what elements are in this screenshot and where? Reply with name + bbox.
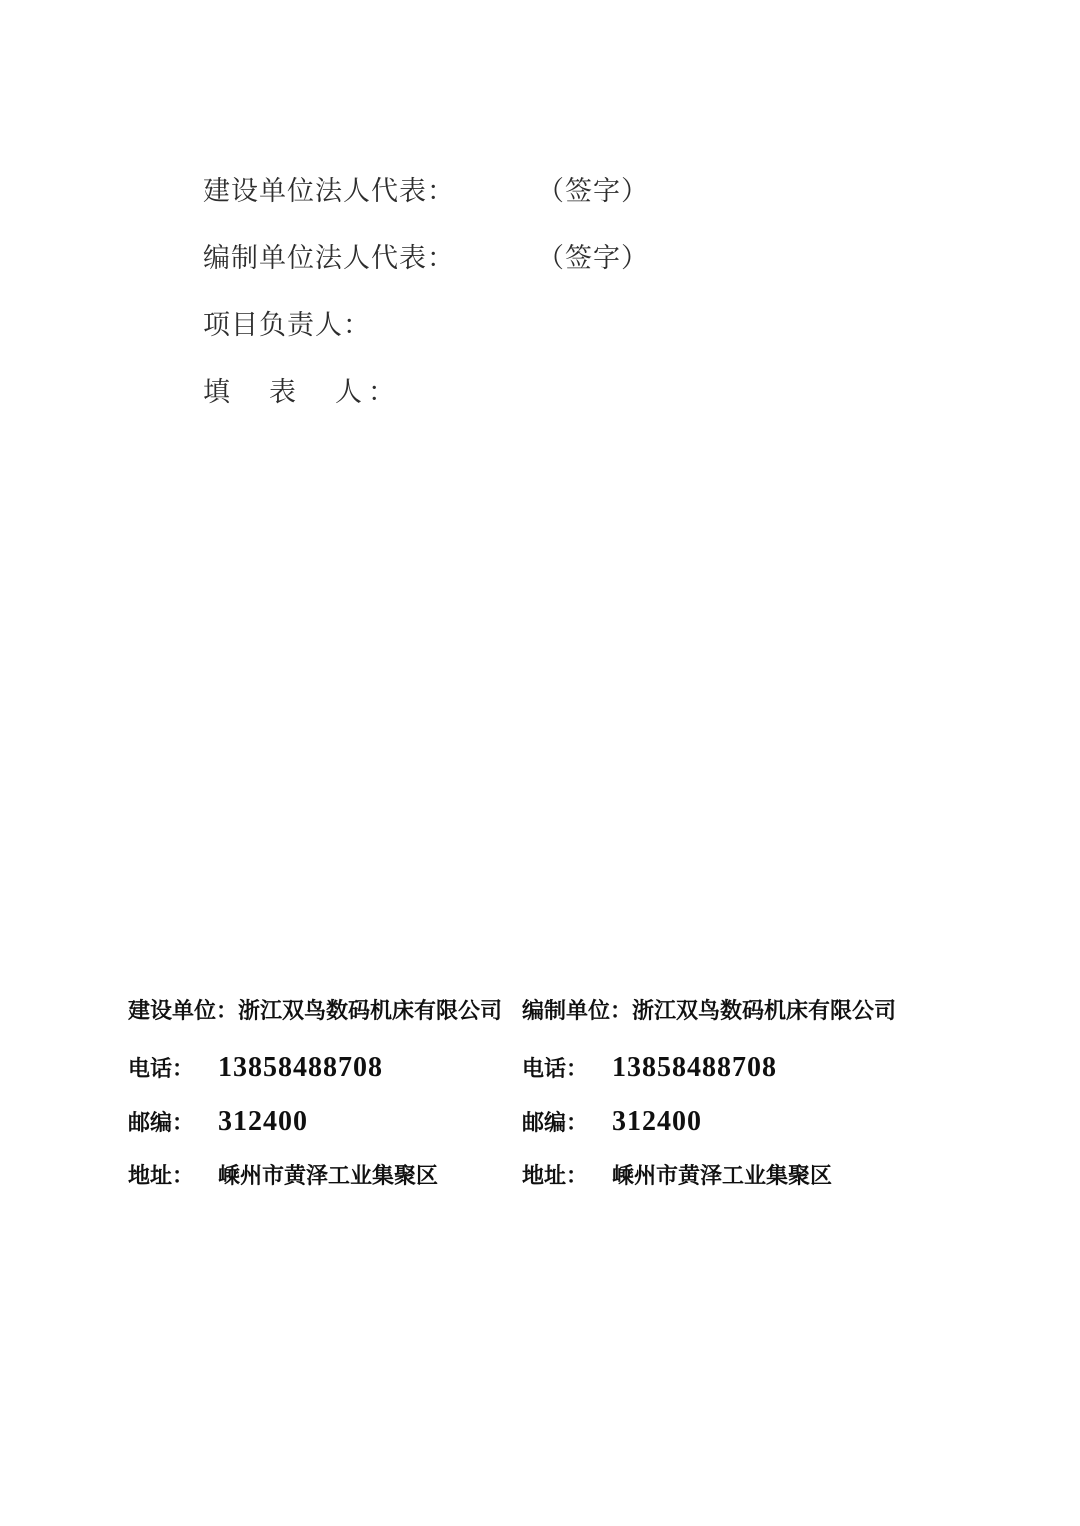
- unit-row: [522, 998, 896, 1055]
- contact-col-preparer-unit: [522, 998, 896, 1217]
- contact-col-construction-unit: [128, 998, 522, 1217]
- address-row: [522, 1163, 896, 1217]
- signature-row-form-filler: [203, 377, 843, 444]
- postcode-value: 312400: [218, 1106, 308, 1137]
- address-row: [128, 1163, 522, 1217]
- phone-label: 电话：: [522, 1056, 589, 1081]
- unit-label: 建设单位：: [128, 998, 239, 1023]
- phone-label: 电话：: [128, 1056, 195, 1081]
- signature-row-label: 项目负责人：: [203, 310, 371, 340]
- postcode-row: [522, 1106, 896, 1163]
- phone-value: 13858488708: [218, 1052, 383, 1083]
- unit-value: 浙江双鸟数码机床有限公司: [632, 998, 897, 1023]
- unit-value: 浙江双鸟数码机床有限公司: [238, 998, 503, 1023]
- address-value: 嵊州市黄泽工业集聚区: [218, 1163, 439, 1188]
- address-value: 嵊州市黄泽工业集聚区: [612, 1163, 833, 1188]
- phone-row: [522, 1052, 896, 1109]
- postcode-label: 邮编：: [128, 1110, 195, 1135]
- phone-value: 13858488708: [612, 1052, 777, 1083]
- postcode-value: 312400: [612, 1106, 702, 1137]
- signature-row-preparer-legal-rep: [203, 243, 843, 310]
- sign-here-hint: （签字）: [537, 176, 649, 206]
- signature-block: [203, 176, 843, 444]
- address-label: 地址：: [128, 1163, 195, 1188]
- postcode-label: 邮编：: [522, 1110, 589, 1135]
- address-label: 地址：: [522, 1163, 589, 1188]
- contact-block: [128, 998, 896, 1217]
- phone-row: [128, 1052, 522, 1109]
- sign-here-hint: （签字）: [537, 243, 649, 273]
- postcode-row: [128, 1106, 522, 1163]
- signature-row-label: 填 表 人：: [203, 377, 401, 407]
- unit-row: [128, 998, 522, 1055]
- signature-row-construction-legal-rep: [203, 176, 843, 243]
- signature-row-label: 建设单位法人代表：: [203, 176, 455, 206]
- unit-label: 编制单位：: [522, 998, 633, 1023]
- signature-row-label: 编制单位法人代表：: [203, 243, 455, 273]
- signature-row-project-leader: [203, 310, 843, 377]
